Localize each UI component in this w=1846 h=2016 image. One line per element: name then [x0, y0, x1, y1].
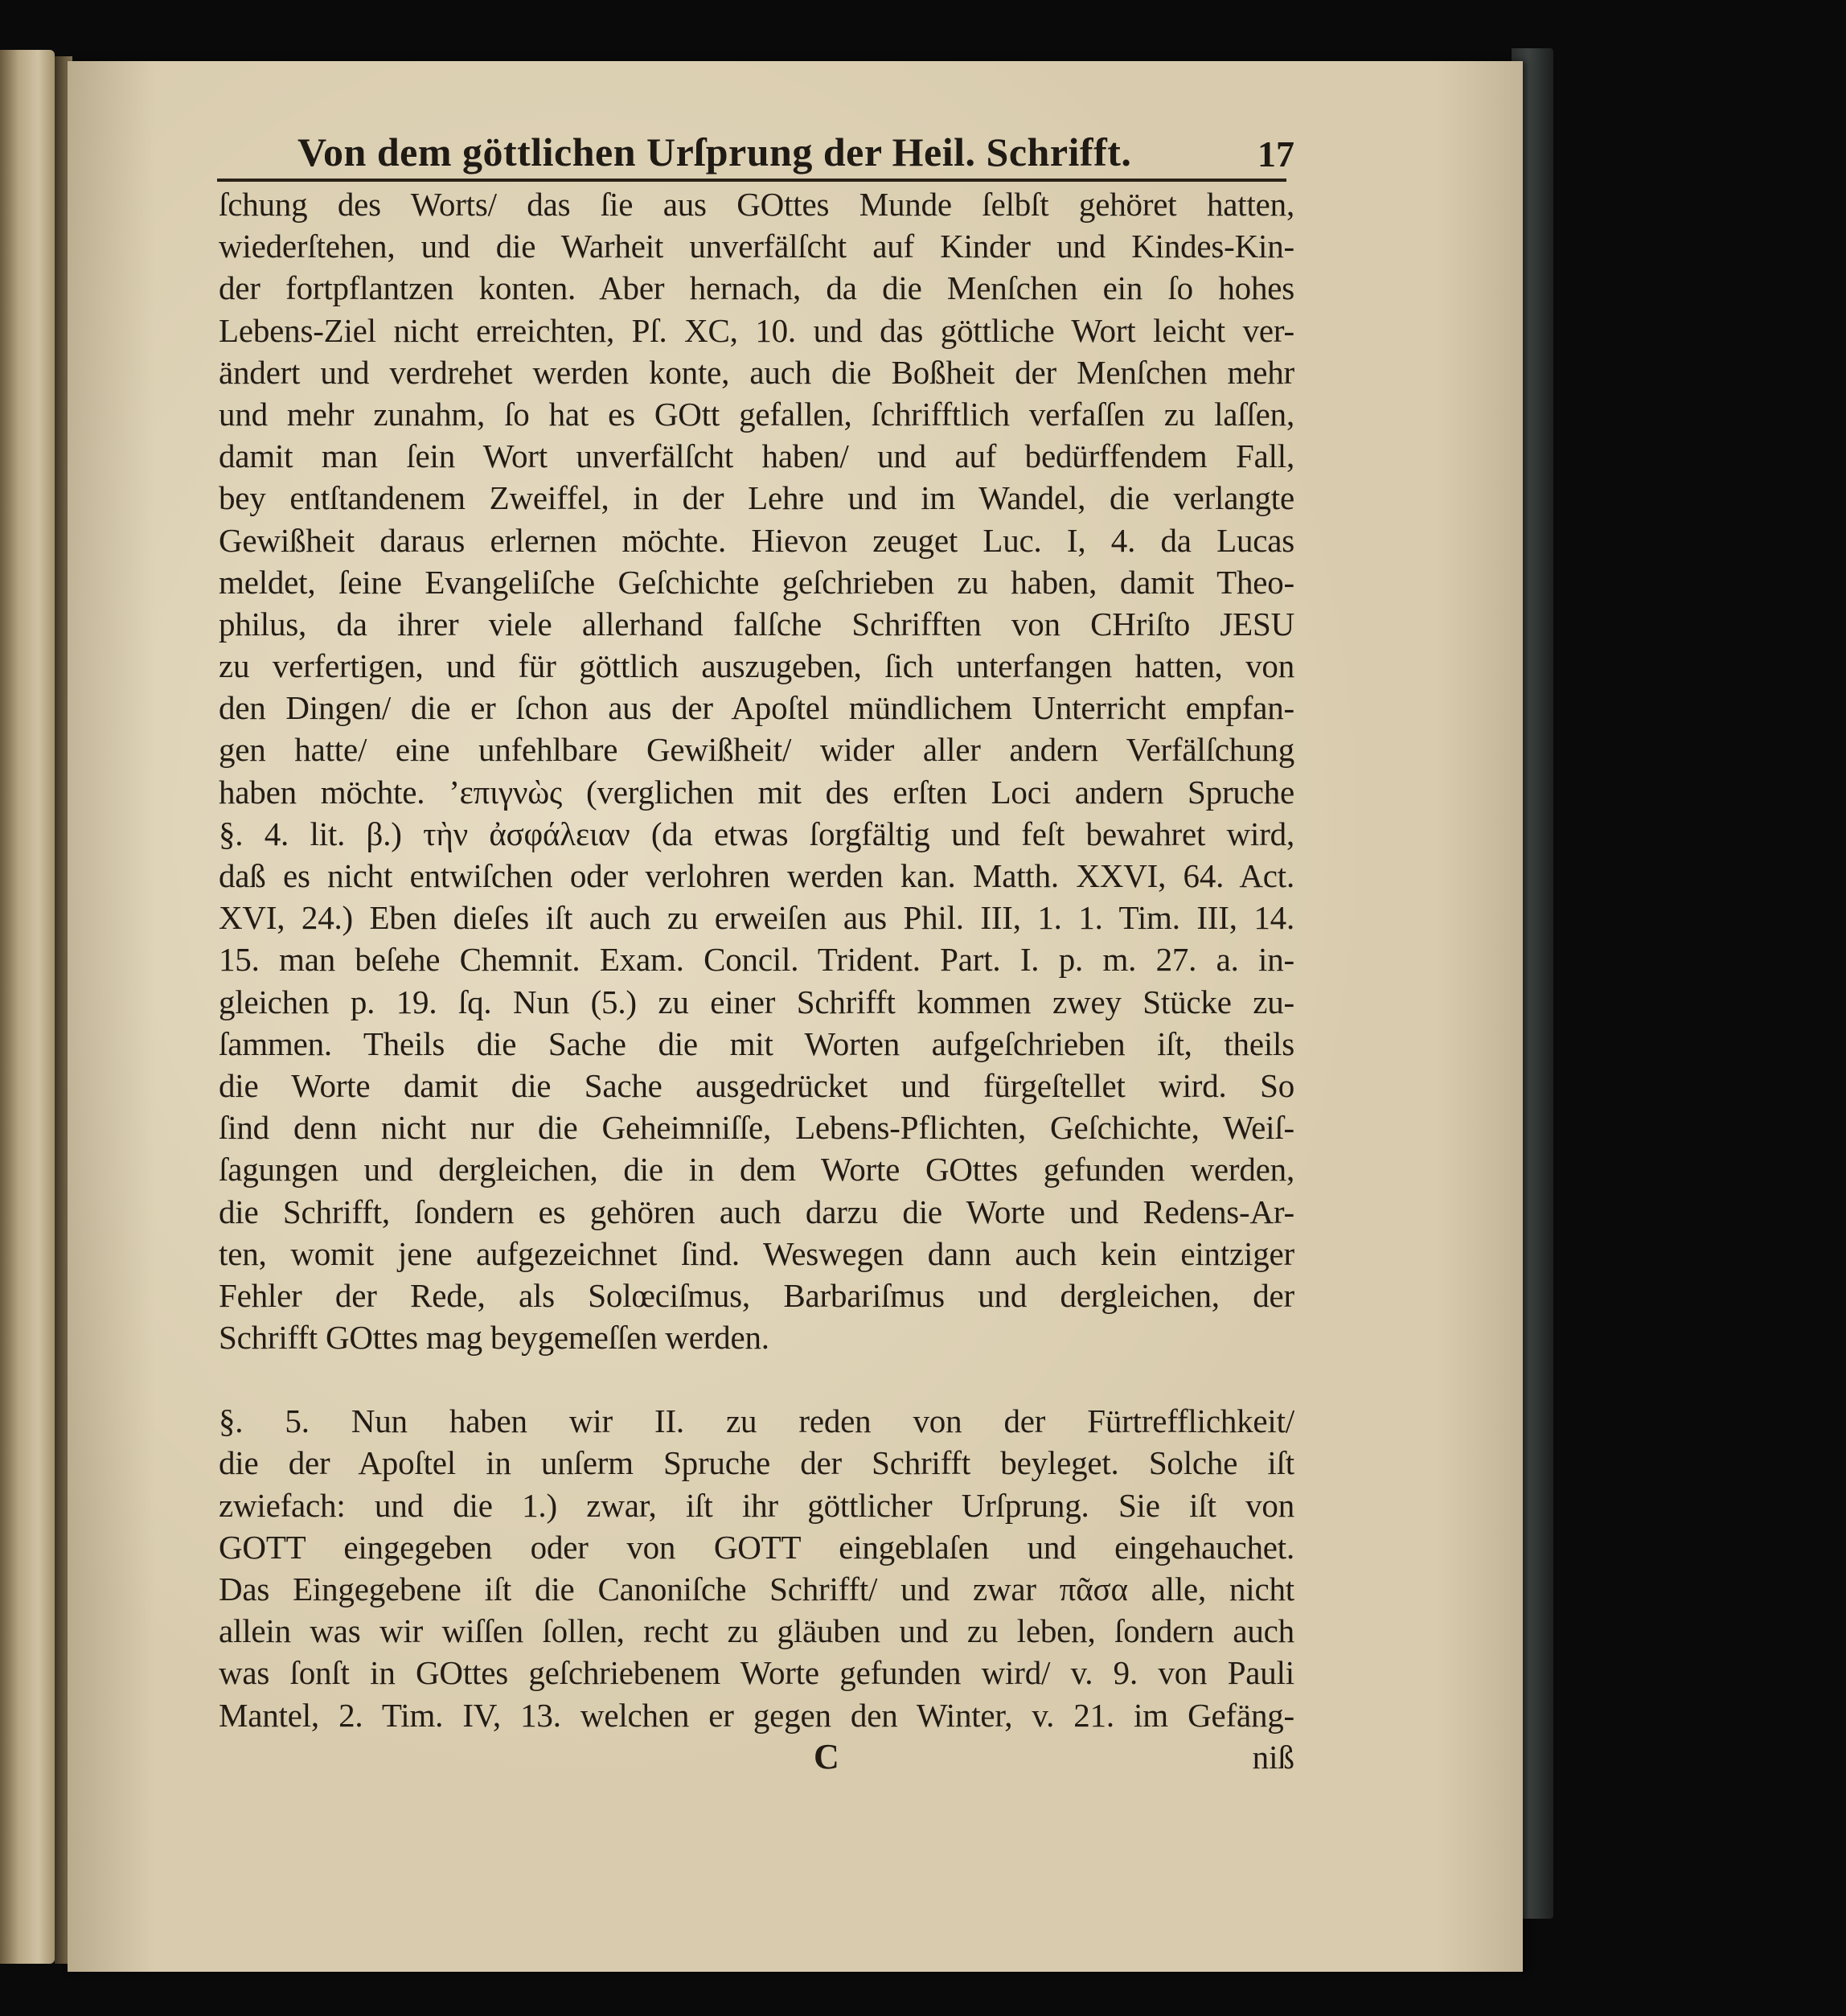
text-line: ten, womit jene aufgezeichnet ſind. Weswegen dann auch kein eintziger	[219, 1234, 1294, 1272]
text-line: GOTT eingegeben oder von GOTT eingeblaſen und eingehauchet.	[219, 1528, 1294, 1566]
text-line: Schrifft GOttes mag beygemeſſen werden.	[219, 1319, 769, 1357]
text-line: Gewißheit daraus erlernen möchte. Hievon zeuget Luc. I, 4. da Lucas	[219, 521, 1294, 559]
text-line: gleichen p. 19. ſq. Nun (5.) zu einer Schrifft kommen zwey Stücke zu-	[219, 983, 1294, 1020]
page-header	[297, 121, 1294, 175]
text-line: zwiefach: und die 1.) zwar, iſt ihr göttlicher Urſprung. Sie iſt von	[219, 1486, 1294, 1524]
text-line: ſammen. Theils die Sache die mit Worten aufgeſchrieben iſt, theils	[219, 1024, 1294, 1062]
text-line: daß es nicht entwiſchen oder verlohren werden kan. Matth. XXVI, 64. Act.	[219, 857, 1294, 894]
text-line: gen hatte/ eine unfehlbare Gewißheit/ wider aller andern Verfälſchung	[219, 731, 1294, 769]
text-line: die der Apoſtel in unſerm Spruche der Schrifft beyleget. Solche iſt	[219, 1444, 1294, 1482]
text-line: 15. man beſehe Chemnit. Exam. Concil. Trident. Part. I. p. m. 27. a. in-	[219, 941, 1294, 979]
text-line: §. 5. Nun haben wir II. zu reden von der Fürtrefflichkeit/	[219, 1402, 1294, 1440]
text-line: die Worte damit die Sache ausgedrücket und fürgeſtellet wird. So	[219, 1066, 1294, 1104]
page-footer	[219, 1736, 1294, 1778]
text-line: haben möchte. ’επιγνὼς (verglichen mit des erſten Loci andern Spruche	[219, 773, 1294, 811]
text-line: ändert und verdrehet werden konte, auch die Boßheit der Menſchen mehr	[219, 353, 1294, 391]
running-head: Von dem göttlichen Urſprung der Heil. Schrifft.	[297, 129, 1132, 175]
text-line: damit man ſein Wort unverfälſcht haben/ und auf bedürffendem Fall,	[219, 437, 1294, 475]
signature-mark: C	[814, 1736, 839, 1776]
body-text	[219, 183, 1294, 1778]
text-line: §. 4. lit. β.) τὴν ἀσφάλειαν (da etwas ſorgfältig und feſt bewahret wird,	[219, 815, 1294, 852]
text-line: Mantel, 2. Tim. IV, 13. welchen er gegen den Winter, v. 21. im Gefäng-	[219, 1696, 1294, 1734]
left-page-edge	[0, 50, 55, 1964]
text-line: philus, da ihrer viele allerhand falſche Schrifften von CHriſto JESU	[219, 605, 1294, 643]
text-line: allein was wir wiſſen ſollen, recht zu gläuben und zu leben, ſondern auch	[219, 1612, 1294, 1650]
text-line: wiederſtehen, und die Warheit unverfälſcht auf Kinder und Kindes-Kin-	[219, 228, 1294, 265]
paragraph-gap	[219, 1358, 1294, 1400]
text-line: Lebens-Ziel nicht erreichten, Pſ. XC, 10. und das göttliche Wort leicht ver-	[219, 311, 1294, 349]
text-line: Fehler der Rede, als Solœciſmus, Barbariſmus und dergleichen, der	[219, 1276, 1294, 1314]
text-line: und mehr zunahm, ſo hat es GOtt gefallen, ſchrifftlich verfaſſen zu laſſen,	[219, 395, 1294, 433]
text-line: was ſonſt in GOttes geſchriebenem Worte gefunden wird/ v. 9. von Pauli	[219, 1654, 1294, 1692]
text-line: ſind denn nicht nur die Geheimniſſe, Lebens-Pflichten, Geſchichte, Weiſ-	[219, 1109, 1294, 1147]
page-number: 17	[1257, 133, 1294, 175]
header-rule	[217, 179, 1286, 182]
text-line: der fortpflantzen konten. Aber hernach, da die Menſchen ein ſo hohes	[219, 269, 1294, 307]
text-line: bey entſtandenem Zweiffel, in der Lehre und im Wandel, die verlangte	[219, 479, 1294, 517]
text-line: zu verfertigen, und für göttlich auszugeben, ſich unterfangen hatten, von	[219, 647, 1294, 685]
text-line: XVI, 24.) Eben dieſes iſt auch zu erweiſen aus Phil. III, 1. 1. Tim. III, 14.	[219, 899, 1294, 937]
text-line: meldet, ſeine Evangeliſche Geſchichte geſchrieben zu haben, damit Theo-	[219, 563, 1294, 601]
text-line: ſagungen und dergleichen, die in dem Worte GOttes gefunden werden,	[219, 1151, 1294, 1189]
text-line: Das Eingegebene iſt die Canoniſche Schrifft/ und zwar πᾶσα alle, nicht	[219, 1571, 1294, 1607]
text-line: den Dingen/ die er ſchon aus der Apoſtel mündlichem Unterricht empfan-	[219, 689, 1294, 727]
catchword: niß	[1252, 1738, 1294, 1776]
text-line: die Schrifft, ſondern es gehören auch darzu die Worte und Redens-Ar-	[219, 1193, 1294, 1230]
text-line: ſchung des Worts/ das ſie aus GOttes Munde ſelbſt gehöret hatten,	[219, 186, 1294, 223]
